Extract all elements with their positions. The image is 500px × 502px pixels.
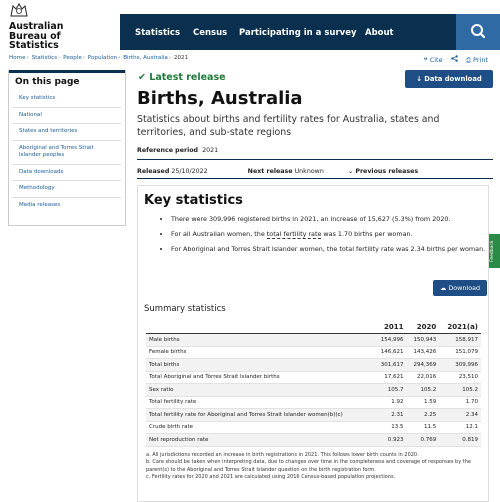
table-row	[146, 396, 481, 409]
table-row	[146, 334, 481, 347]
sidebar-item-data-downloads[interactable]: Data downloads	[12, 165, 121, 182]
sidebar-item-methodology[interactable]: Methodology	[12, 181, 121, 198]
row-label: Total fertility rate for Aboriginal and Torres Strait Islander women(b)(c)	[146, 409, 374, 422]
nav-statistics[interactable]: Statistics	[135, 28, 181, 38]
released-label: Released	[137, 168, 170, 175]
logo-line-3: Statistics	[9, 40, 59, 51]
coat-of-arms-icon	[7, 3, 31, 17]
download-arrow-icon: ↓	[416, 75, 422, 83]
table-cell: 154,996	[374, 334, 407, 347]
table-cell: 0.923	[374, 434, 407, 447]
table-row	[146, 409, 481, 422]
table-header: 2011	[374, 321, 407, 334]
feedback-tab[interactable]: Feedback	[486, 234, 500, 268]
logo-line-2: Bureau of	[9, 30, 61, 42]
table-cell: 105.2	[439, 384, 481, 397]
table-cell: 301,617	[374, 359, 407, 372]
summary-statistics-title: Summary statistics	[144, 304, 226, 314]
note-a: a. All jurisdictions recorded an increase in birth registrations in 2021. This follows lower birth counts in 2020.	[146, 452, 419, 458]
table-cell: 11.5	[406, 421, 439, 434]
row-label: Female births	[146, 346, 374, 359]
sidebar-item-key-statistics[interactable]: Key statistics	[12, 91, 121, 108]
page-subtitle: Statistics about births and fertility rates for Australia, states and territories, and sub-state regions	[137, 114, 440, 138]
table-header: 2021(a)	[439, 321, 481, 334]
table-row	[146, 371, 481, 384]
table-cell: 143,426	[406, 346, 439, 359]
divider	[137, 159, 493, 160]
logo-text	[7, 22, 63, 51]
cloud-download-icon: ☁	[439, 284, 447, 292]
table-cell: 23,510	[439, 371, 481, 384]
table-cell: 105.2	[406, 384, 439, 397]
bullet-text: For all Australian women, the	[171, 230, 267, 238]
row-label: Total fertility rate	[146, 396, 374, 409]
nav-participating[interactable]: Participating in a survey	[239, 28, 357, 38]
share-icon	[451, 55, 458, 62]
data-download-label: Data download	[424, 75, 482, 83]
row-label: Total births	[146, 359, 374, 372]
nav-about[interactable]: About	[365, 28, 394, 38]
list-item	[171, 229, 491, 240]
latest-release-label: Latest release	[149, 72, 226, 83]
download-label: Download	[448, 284, 481, 292]
print-link[interactable]	[466, 56, 488, 64]
next-release-value: Unknown	[294, 168, 324, 175]
released-date: 25/10/2022	[171, 168, 208, 175]
table-cell: 2.25	[406, 409, 439, 422]
table-row	[146, 421, 481, 434]
table-cell: 0.819	[439, 434, 481, 447]
breadcrumb-statistics[interactable]: Statistics	[31, 55, 58, 61]
key-statistics-title: Key statistics	[144, 193, 243, 208]
table-cell: 294,369	[406, 359, 439, 372]
nav-census[interactable]: Census	[193, 28, 228, 38]
table-cell: 150,943	[406, 334, 439, 347]
key-statistics-panel	[137, 185, 489, 502]
sidebar-item-states[interactable]: States and territories	[12, 124, 121, 141]
quote-icon: ❝	[423, 56, 428, 64]
on-this-page-title: On this page	[9, 70, 125, 91]
row-label: Total Aboriginal and Torres Strait Islander births	[146, 371, 374, 384]
cite-label: Cite	[429, 56, 443, 64]
note-b: b. Care should be taken when interpreting data, due to changes over time in the completeness and coverage of responses by the parent(s) to the Aboriginal and Torres Strait Islander question on the birth registration form.	[146, 459, 471, 473]
table-cell: 158,917	[439, 334, 481, 347]
latest-release-badge	[138, 72, 226, 83]
key-statistics-list	[156, 214, 491, 259]
page-tools	[418, 55, 488, 65]
table-cell: 1.92	[374, 396, 407, 409]
table-cell: 1.59	[406, 396, 439, 409]
breadcrumb-current: 2021	[173, 55, 189, 61]
row-label: Sex ratio	[146, 384, 374, 397]
cite-link[interactable]	[424, 56, 443, 64]
download-button[interactable]	[433, 280, 487, 296]
logo-line-1: Australian	[9, 21, 64, 32]
check-circle-icon: ✔	[138, 72, 146, 83]
reference-period	[137, 147, 218, 154]
row-label: Net reproduction rate	[146, 434, 374, 447]
search-button[interactable]	[456, 14, 500, 50]
list-item: • There were 309,996 registered births in 2021, an increase of 15,627 (5.3%) from 2020.	[171, 214, 491, 225]
next-release-label: Next release	[247, 168, 293, 175]
sidebar-item-media-releases[interactable]: Media releases	[19, 201, 61, 208]
on-this-page-nav	[8, 70, 126, 226]
table-cell: 0.769	[406, 434, 439, 447]
divider	[137, 178, 493, 179]
table-header: 2020	[406, 321, 439, 334]
breadcrumb-population[interactable]: Population	[87, 55, 118, 61]
table-cell: 146,621	[374, 346, 407, 359]
table-header-label	[146, 321, 374, 334]
print-label: Print	[473, 56, 488, 64]
summary-statistics-table	[146, 321, 481, 447]
reference-period-label: Reference period	[137, 147, 199, 154]
sidebar-item-aboriginal[interactable]: Aboriginal and Torres Strait Islander peoples	[12, 141, 121, 165]
previous-releases-toggle[interactable]	[348, 168, 418, 175]
list-item: • For Aboriginal and Torres Strait Islander women, the total fertility rate was 2.34 births per woman.	[171, 244, 491, 255]
reference-period-value: 2021	[202, 147, 219, 154]
search-icon	[456, 14, 500, 50]
table-cell: 2.34	[439, 409, 481, 422]
print-icon: ⎙	[465, 56, 471, 64]
site-header	[0, 0, 500, 50]
row-label: Male births	[146, 334, 374, 347]
data-download-button[interactable]	[405, 70, 493, 88]
main-nav	[120, 14, 500, 50]
table-cell: 1.70	[439, 396, 481, 409]
table-cell: 105.7	[374, 384, 407, 397]
page-title: Births, Australia	[137, 88, 303, 109]
table-notes	[146, 452, 481, 481]
table-cell: 309,996	[439, 359, 481, 372]
breadcrumb-home[interactable]: Home	[9, 55, 26, 61]
table-cell: 17,621	[374, 371, 407, 384]
table-row	[146, 346, 481, 359]
sidebar-item-national[interactable]: National	[12, 108, 121, 125]
total-fertility-rate-term[interactable]: total fertility rate	[266, 230, 322, 238]
table-cell: 2.31	[374, 409, 407, 422]
breadcrumb-people[interactable]: People	[63, 55, 82, 61]
share-link[interactable]	[451, 56, 458, 64]
table-row	[146, 384, 481, 397]
release-info	[137, 168, 418, 175]
table-row	[146, 359, 481, 372]
previous-releases-label: Previous releases	[355, 168, 419, 175]
abs-logo[interactable]	[7, 3, 64, 51]
table-cell: 151,079	[439, 346, 481, 359]
table-cell: 12.1	[439, 421, 481, 434]
note-c: c. Fertility rates for 2020 and 2021 are calculated using 2016 Census-based population projections.	[146, 473, 396, 480]
table-row	[146, 434, 481, 447]
bullet-text: was 1.70 births per woman.	[321, 230, 413, 238]
chevron-down-icon: ⌄	[347, 168, 354, 175]
breadcrumb-births[interactable]: Births, Australia	[123, 55, 168, 61]
breadcrumb: Home› Statistics› People› Population› Births, Australia› 2021	[9, 55, 189, 61]
table-cell: 22,016	[406, 371, 439, 384]
table-cell: 13.5	[374, 421, 407, 434]
row-label: Crude birth rate	[146, 421, 374, 434]
